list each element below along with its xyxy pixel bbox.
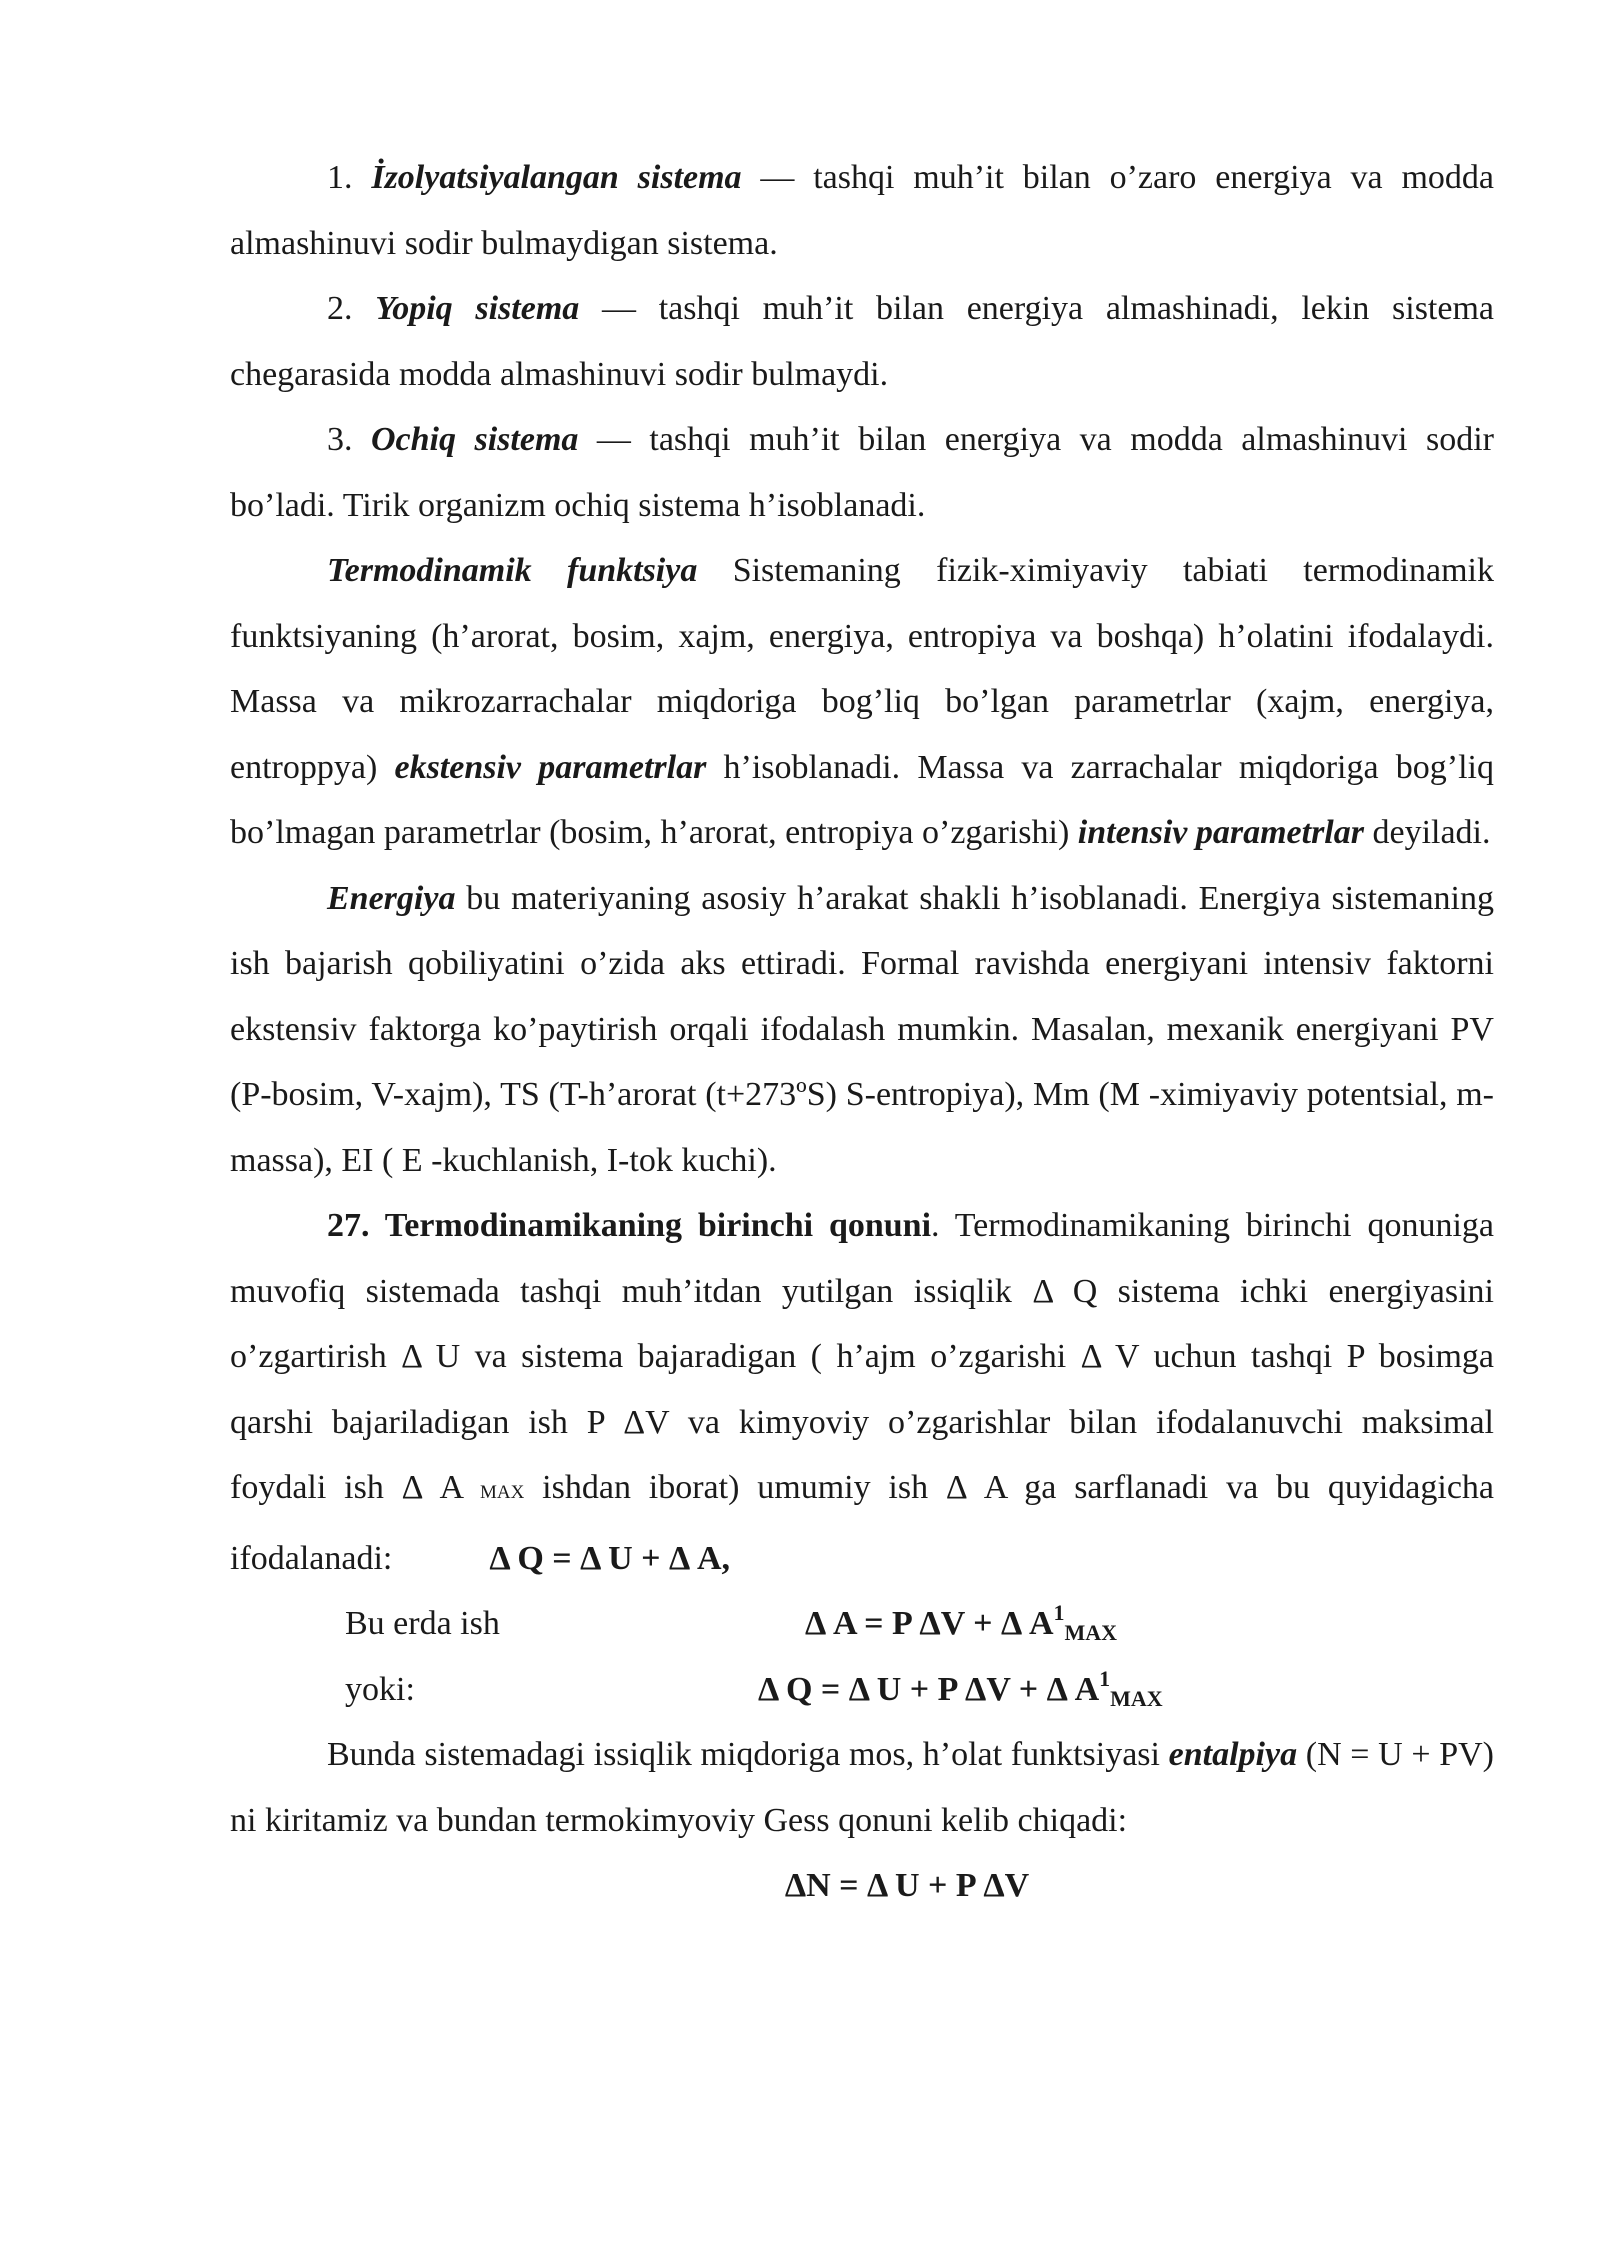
equation-superscript: 1 <box>1053 1600 1065 1625</box>
term-energy: Energiya <box>327 879 456 917</box>
body-text: Sistemaning fizik-ximiyaviy tabiati termodinamik funktsiyaning (h’arorat, bosim, xajm, energiya, entropiya va boshqa) h’olatini ifodalaydi. Massa va mikrozarrachalar miqdoriga bog’liq bo’lgan parametrlar (xajm, energiya, entroppya) <box>230 552 1494 786</box>
first-law-formula: Δ Q = Δ U + Δ A, <box>489 1539 731 1577</box>
body-text: bu materiyaning asosiy h’arakat shakli h’isoblanadi. Energiya sistemaning ish bajarish qobiliyatini o’zida aks ettiradi. Formal ravishda energiyani intensiv faktorni ekstensiv faktorga ko’paytirish orqali ifodalash mumkin. Masalan, mexanik energiyani PV (P-bosim, V-xajm), TS (T-h’arorat (t+273ºS) S-entropiya), Mm (M -ximiyaviy potentsial, m-massa), EI ( E -kuchlanish, I-tok kuchi). <box>230 879 1494 1179</box>
section-heading: 27. Termodinamikaning birinchi qonuni <box>327 1207 932 1244</box>
equation-expression <box>758 1657 1163 1726</box>
equation-main: Δ Q = Δ U + P ΔV + Δ A <box>758 1670 1100 1708</box>
equation-superscript: 1 <box>1099 1665 1111 1691</box>
body-text: Bunda sistemadagi issiqlik miqdoriga mos, h’olat funktsiyasi <box>327 1736 1169 1773</box>
equation-label: yoki: <box>345 1670 415 1708</box>
term-isolated-system: İzolyatsiyalangan sistema <box>371 159 742 196</box>
term-thermodynamic-function: Termodinamik funktsiya <box>327 552 698 589</box>
paragraph-enthalpy <box>230 1722 1494 1853</box>
definition-text: — tashqi muh’it bilan o’zaro energiya va modda almashinuvi sodir bulmaydigan sistema. <box>230 159 1495 262</box>
equation-heat <box>230 1657 1494 1723</box>
equation-subscript: MAX <box>1064 1620 1118 1645</box>
enthalpy-formula: ΔN = Δ U + P ΔV <box>784 1867 1030 1904</box>
paragraph-isolated-system <box>230 145 1494 276</box>
item-number: 3. <box>327 421 371 458</box>
paragraph-thermodynamic-function <box>230 538 1494 866</box>
paragraph-closed-system <box>230 276 1494 407</box>
paragraph-energy <box>230 866 1494 1194</box>
body-text: (N = U + PV) ni kiritamiz va bundan termokimyoviy Gess qonuni kelib chiqadi: <box>230 1736 1494 1839</box>
item-number: 1. <box>327 159 372 196</box>
body-text: . Termodinamikaning birinchi qonuniga muvofiq sistemada tashqi muh’itdan yutilgan issiqlik Δ Q sistema ichki energiyasini o’zgartirish Δ U va sistema bajaradigan ( h’ajm o’zgarishi Δ V uchun tashqi P bosimga qarshi bajariladigan ish P ΔV va kimyoviy o’zgarishlar bilan ifodalanuvchi maksimal foydali ish Δ A <box>230 1207 1494 1506</box>
body-text: h’isoblanadi. Massa va zarrachalar miqdoriga bog’liq bo’lmagan parametrlar (bosim, h’arorat, entropiya o’zgarishi) <box>230 748 1494 851</box>
body-text: deyiladi. <box>1363 814 1491 851</box>
paragraph-open-system <box>230 407 1494 538</box>
paragraph-first-law <box>230 1193 1494 1591</box>
item-number: 2. <box>327 290 376 327</box>
equation-main: Δ A = P ΔV + Δ A <box>805 1605 1054 1642</box>
term-intensive-parameters: intensiv parametrlar <box>1077 814 1364 851</box>
definition-text: — tashqi muh’it bilan energiya almashinadi, lekin sistema chegarasida modda almashinuvi sodir bulmaydi. <box>230 290 1495 393</box>
term-closed-system: Yopiq sistema <box>375 290 580 327</box>
term-open-system: Ochiq sistema <box>371 421 579 458</box>
equation-work <box>230 1591 1494 1657</box>
body-text: ishdan iborat) umumiy ish Δ A ga sarflanadi va bu quyidagicha ifodalanadi: <box>230 1469 1495 1577</box>
max-subscript: MAX <box>480 1482 525 1503</box>
term-enthalpy: entalpiya <box>1168 1736 1298 1773</box>
term-extensive-parameters: ekstensiv parametrlar <box>394 748 707 786</box>
equation-label: Bu erda ish <box>345 1605 500 1642</box>
document-page <box>230 145 1494 1919</box>
equation-subscript: MAX <box>1110 1685 1163 1711</box>
definition-text: — tashqi muh’it bilan energiya va modda almashinuvi sodir bo’ladi. Tirik organizm ochiq sistema h’isoblanadi. <box>230 421 1494 524</box>
equation-expression <box>805 1591 1117 1660</box>
